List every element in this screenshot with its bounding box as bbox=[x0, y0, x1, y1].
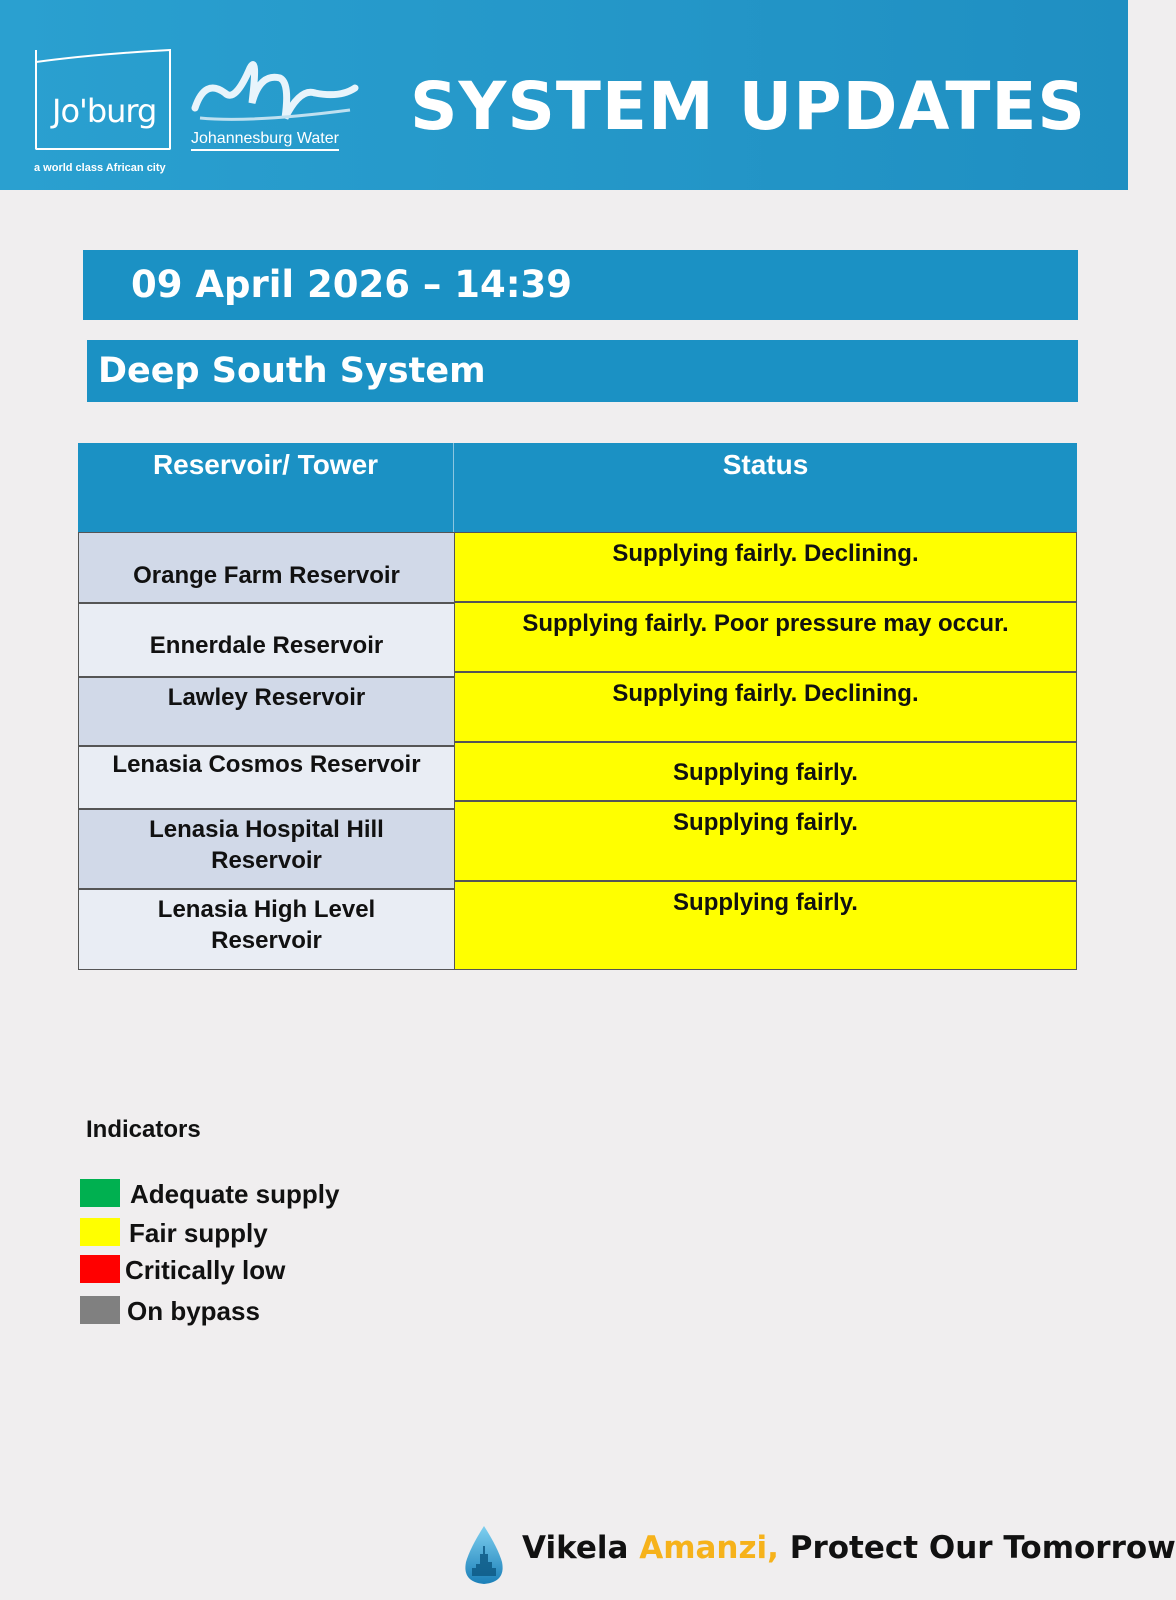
joburg-logo: Jo'burg bbox=[52, 92, 157, 130]
legend-swatch-yellow bbox=[80, 1218, 120, 1246]
johannesburg-water-wave-icon bbox=[190, 48, 360, 128]
table-header-status: Status bbox=[454, 443, 1077, 532]
table-row-status: Supplying fairly. bbox=[454, 881, 1077, 970]
table-row-name: Ennerdale Reservoir bbox=[78, 603, 455, 677]
table-row-name: Lenasia High Level Reservoir bbox=[78, 889, 455, 970]
joburg-tagline: a world class African city bbox=[34, 162, 166, 174]
page-title: SYSTEM UPDATES bbox=[410, 68, 1086, 145]
water-drop-icon bbox=[462, 1524, 506, 1586]
legend-swatch-grey bbox=[80, 1296, 120, 1324]
table-row-status: Supplying fairly. bbox=[454, 801, 1077, 881]
footer-slogan-accent: Amanzi, bbox=[639, 1530, 779, 1566]
table-header-reservoir: Reservoir/ Tower bbox=[78, 443, 454, 532]
legend-label: Critically low bbox=[125, 1255, 286, 1285]
table-row-name: Lenasia Cosmos Reservoir bbox=[78, 746, 455, 809]
footer-slogan bbox=[522, 1530, 1176, 1566]
table-row-status: Supplying fairly. bbox=[454, 742, 1077, 801]
table-row-name: Lenasia Hospital Hill Reservoir bbox=[78, 809, 455, 889]
system-name-banner: Deep South System bbox=[87, 340, 1078, 402]
legend-label: On bypass bbox=[127, 1296, 260, 1326]
johannesburg-water-logo-text: Johannesburg Water bbox=[191, 130, 339, 151]
footer-slogan-part3: Protect Our Tomorrow bbox=[778, 1530, 1176, 1566]
table-row-name: Lawley Reservoir bbox=[78, 677, 455, 746]
table-row-status: Supplying fairly. Poor pressure may occur. bbox=[454, 602, 1077, 672]
legend-label: Fair supply bbox=[129, 1218, 268, 1248]
legend-swatch-red bbox=[80, 1255, 120, 1283]
footer-slogan-part1: Vikela bbox=[522, 1530, 640, 1566]
header-banner bbox=[0, 0, 1128, 190]
table-row-name: Orange Farm Reservoir bbox=[78, 532, 455, 603]
date-banner: 09 April 2026 – 14:39 bbox=[83, 250, 1078, 320]
table-row-status: Supplying fairly. Declining. bbox=[454, 672, 1077, 742]
joburg-logo-roof bbox=[35, 48, 171, 78]
legend-swatch-green bbox=[80, 1179, 120, 1207]
table-row-status: Supplying fairly. Declining. bbox=[454, 532, 1077, 602]
legend-title: Indicators bbox=[86, 1116, 201, 1143]
legend-label: Adequate supply bbox=[130, 1179, 340, 1209]
